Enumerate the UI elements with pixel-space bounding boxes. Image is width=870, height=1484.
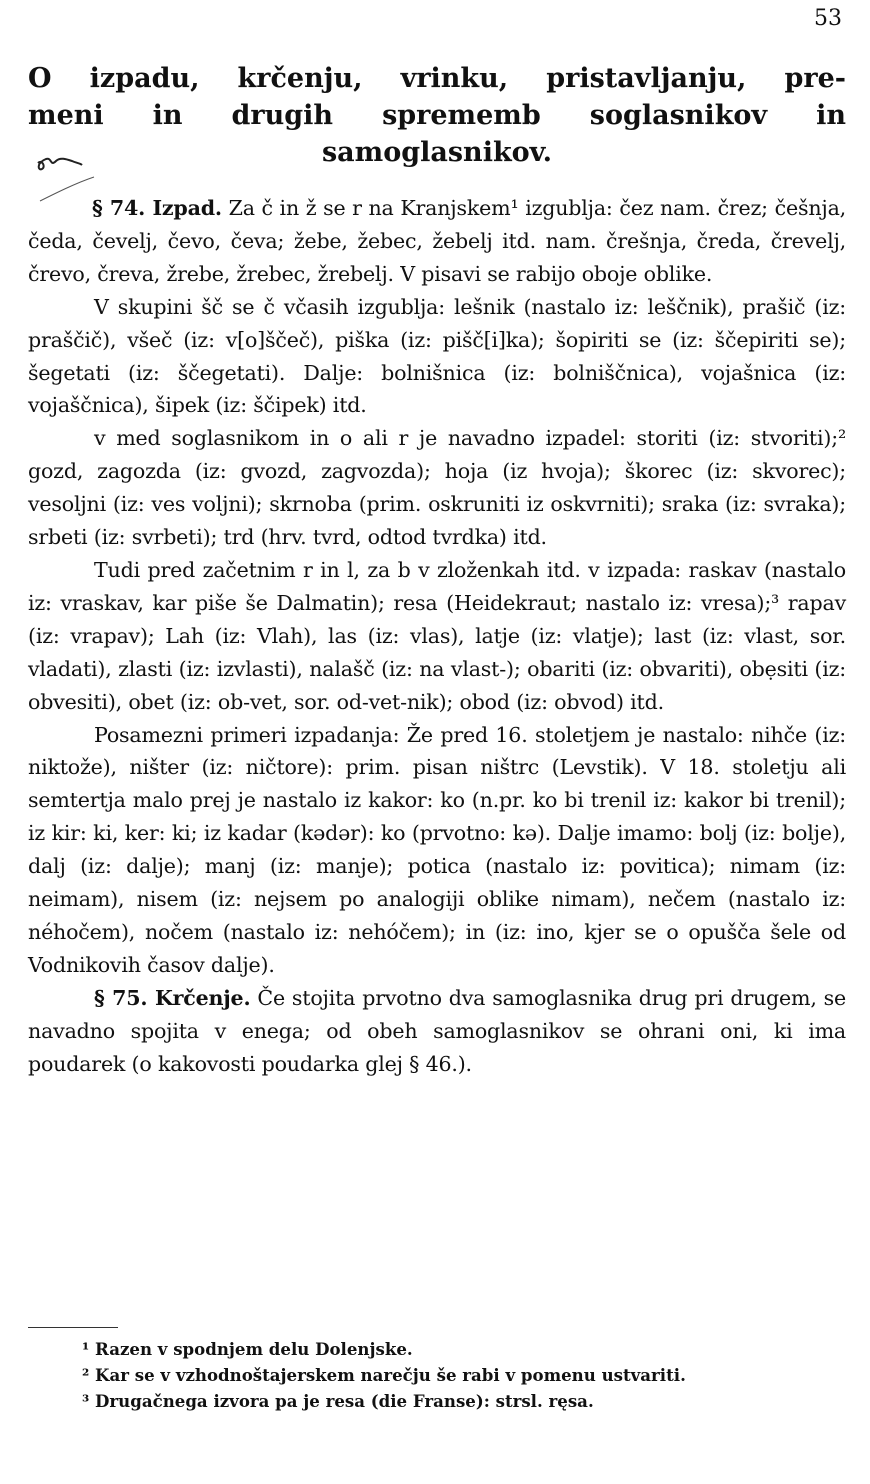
title-line-3: samoglasnikov. — [321, 137, 553, 168]
body-text — [28, 192, 846, 1080]
title-line-2: meni in drugih sprememb soglasnikov in — [28, 100, 846, 131]
section-74-heading: § 74. Izpad. — [92, 196, 222, 220]
paragraph-74-a — [28, 192, 846, 291]
page-number: 53 — [814, 6, 842, 31]
chapter-title — [28, 60, 846, 171]
footnote-2: ² Kar se v vzhodnoštajerskem narečju še rabi v pomenu ustvariti. — [82, 1365, 686, 1385]
title-line-1: O izpadu, krčenju, vrinku, pristavljanju, pre- — [28, 63, 846, 94]
paragraph-75 — [28, 982, 846, 1081]
paragraph-text: Če stojita prvotno dva samoglasnika drug pri drugem, se navadno spojita v enega; od obeh samoglasnikov se ohrani oni, ki ima poudarek (o kakovosti poudarka glej § 46.). — [28, 985, 846, 1076]
paragraph-74-c: v med soglasnikom in o ali r je navadno izpadel: storiti (iz: stvoriti);² gozd, zagozda (iz: gvozd, zagvozda); hoja (iz hvoja); škorec (iz: skvorec); vesoljni (iz: ves voljni); skrnoba (prim. oskruniti iz oskvrniti); sraka (iz: svraka); srbeti (iz: svrbeti); trd (hrv. tvrd, odtod tvrdka) itd. — [28, 426, 846, 550]
footnote-3: ³ Drugačnega izvora pa je resa (die Franse): strsl. ręsa. — [82, 1391, 594, 1411]
footnotes — [82, 1336, 842, 1414]
footnote-divider — [28, 1327, 118, 1328]
section-75-heading: § 75. Krčenje. — [94, 985, 251, 1010]
footnote-1: ¹ Razen v spodnjem delu Dolenjske. — [82, 1339, 413, 1359]
paragraph-74-e: Posamezni primeri izpadanja: Že pred 16. stoletjem je nastalo: nihče (iz: niktože), ništer (iz: ničtore): prim. pisan ništrc (Levstik). V 18. stoletju ali semtertja malo prej je nastalo iz kakor: ko (n.pr. ko bi trenil iz: kakor bi trenil); iz kir: ki, ker: ki; iz kadar (kədər): ko (prvotno: kə). Dalje imamo: bolj (iz: bolje), dalj (iz: dalje); manj (iz: manje); potica (nastalo iz: povitica); nimam (iz: neimam), nisem (iz: nejsem po analogiji oblike nimam), nečem (nastalo iz: néhočem), nočem (nastalo iz: nehóčem); in (iz: ino, kjer se o opušča šele od Vodnikovih časov dalje). — [28, 722, 846, 977]
paragraph-text: Za č in ž se r na Kranjskem¹ izgublja: čez nam. črez; češnja, čeda, čevelj, čevo, čeva; žebe, žebec, žebelj itd. nam. črešnja, čreda, črevelj, črevo, čreva, žrebe, žrebec, žrebelj. V pisavi se rabijo oboje oblike. — [28, 196, 846, 286]
paragraph-74-d: Tudi pred začetnim r in l, za b v zloženkah itd. v izpada: raskav (nastalo iz: vraskav, kar piše še Dalmatin); resa (Heidekraut; nastalo iz: vresa);³ rapav (iz: vrapav); Lah (iz: Vlah), las (iz: vlas), latje (iz: vlatje); last (iz: vlast, sor. vladati), zlasti (iz: izvlasti), nalašč (iz: na vlast-); obariti (iz: obvariti), obẹsiti (iz: obvesiti), obet (iz: ob-vet, sor. od-vet-nik); obod (iz: obvod) itd. — [28, 557, 846, 714]
paragraph-74-b: V skupini šč se č včasih izgublja: lešnik (nastalo iz: leščnik), prašič (iz: praščič), všeč (iz: v[o]ščeč), piška (iz: pišč[i]ka); šopiriti se (iz: ščepiriti se); šegetati (iz: ščegetati). Dalje: bolnišnica (iz: bolniščnica), vojašnica (iz: vojaščnica), šipek (iz: ščipek) itd. — [28, 294, 846, 418]
